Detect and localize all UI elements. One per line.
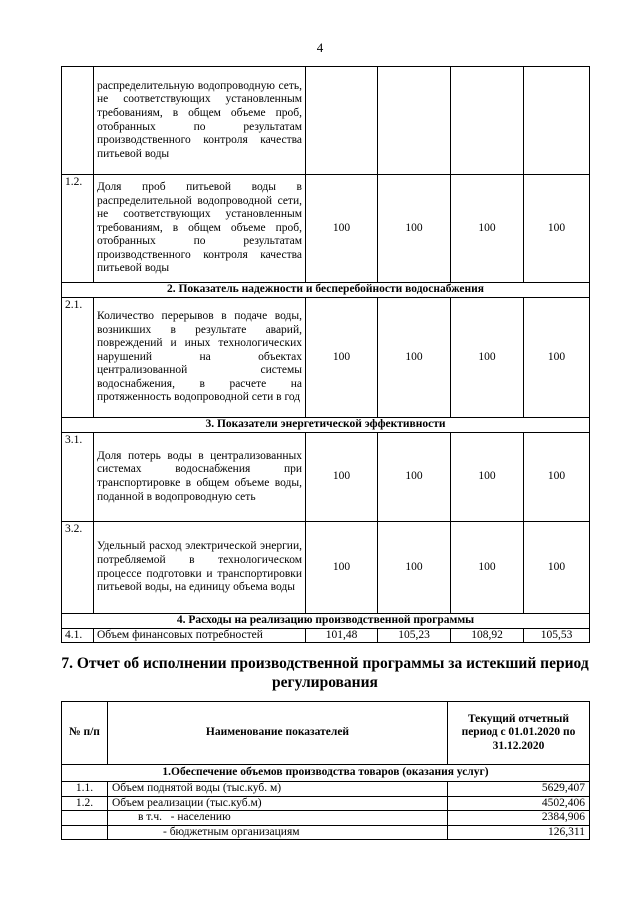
indicator-name: Доля потерь воды в централизованных системах водоснабжения при транспортировке в общем объеме воды, поданной в водопроводную сеть [94, 433, 306, 522]
value-cell: 100 [524, 433, 590, 522]
row-number: 3.1. [62, 433, 94, 522]
row-number: 1.2. [62, 175, 94, 283]
value-cell: 100 [524, 175, 590, 283]
value-cell: 105,53 [524, 629, 590, 643]
page-number: 4 [316, 40, 324, 55]
column-header-period: Текущий отчетный период с 01.01.2020 по 31.12.2020 [448, 702, 590, 765]
value-cell: 101,48 [306, 629, 378, 643]
row-number [62, 825, 108, 840]
section-title: 3. Показатели энергетической эффективности [62, 418, 590, 433]
value-cell: 100 [378, 433, 451, 522]
table-row [62, 782, 590, 797]
indicator-name: Доля проб питьевой воды в распределительной водопроводной сети, не соответствующих установленным требованиям, в общем объеме проб, отобранных по результатам производственного контроля качества питьевой воды [94, 175, 306, 283]
value-cell: 100 [524, 298, 590, 418]
value-cell: 100 [524, 522, 590, 614]
value-cell: 100 [378, 175, 451, 283]
value-cell: 100 [378, 522, 451, 614]
value-cell: 100 [451, 298, 524, 418]
value-cell: 100 [451, 522, 524, 614]
row-number [62, 811, 108, 826]
value-cell: 5629,407 [448, 782, 590, 797]
value-cell [451, 67, 524, 175]
section-row [62, 614, 590, 629]
value-cell: 105,23 [378, 629, 451, 643]
indicator-name: в т.ч. - населению [108, 811, 448, 826]
value-cell: 2384,906 [448, 811, 590, 826]
row-number: 1.2. [62, 796, 108, 811]
section-heading: 7. Отчет об исполнении производственной программы за истекший период регулирования [61, 655, 589, 691]
value-cell: 100 [451, 433, 524, 522]
value-cell: 100 [306, 298, 378, 418]
table-row [62, 796, 590, 811]
section-row [62, 283, 590, 298]
column-header-name: Наименование показателей [108, 702, 448, 765]
indicator-name: Количество перерывов в подаче воды, возникших в результате аварий, повреждений и иных технологических нарушений на объектах централизованной системы водоснабжения, в расчете на протяженность водопроводной сети в год [94, 298, 306, 418]
section-title: 1.Обеспечение объемов производства товаров (оказания услуг) [62, 765, 590, 782]
value-cell: 100 [306, 175, 378, 283]
value-cell: 126,311 [448, 825, 590, 840]
row-number: 2.1. [62, 298, 94, 418]
report-table [61, 701, 590, 840]
indicator-name: - бюджетным организациям [108, 825, 448, 840]
row-number: 3.2. [62, 522, 94, 614]
indicator-name: Объем реализации (тыс.куб.м) [108, 796, 448, 811]
table-row [62, 522, 590, 614]
value-cell [306, 67, 378, 175]
section-title: 2. Показатель надежности и бесперебойности водоснабжения [62, 283, 590, 298]
section-row [62, 765, 590, 782]
indicator-name: распределительную водопроводную сеть, не соответствующих установленным требованиям, в общем объеме проб, отобранных по результатам производственного контроля качества питьевой воды [94, 67, 306, 175]
value-cell: 108,92 [451, 629, 524, 643]
table-row [62, 298, 590, 418]
row-number: 1.1. [62, 782, 108, 797]
table-row [62, 629, 590, 643]
column-header-number: № п/п [62, 702, 108, 765]
value-cell: 100 [306, 522, 378, 614]
table-row [62, 811, 590, 826]
row-number: 4.1. [62, 629, 94, 643]
value-cell [378, 67, 451, 175]
value-cell: 100 [451, 175, 524, 283]
header-row [62, 702, 590, 765]
indicator-name: Объем поднятой воды (тыс.куб. м) [108, 782, 448, 797]
indicator-name: Удельный расход электрической энергии, потребляемой в технологическом процессе подготовки и транспортировки питьевой воды, на единицу объема воды [94, 522, 306, 614]
indicator-name: Объем финансовых потребностей [94, 629, 306, 643]
section-row [62, 418, 590, 433]
table-row [62, 825, 590, 840]
value-cell: 100 [378, 298, 451, 418]
indicators-table [61, 66, 590, 643]
row-number [62, 67, 94, 175]
value-cell: 100 [306, 433, 378, 522]
value-cell [524, 67, 590, 175]
table-row [62, 175, 590, 283]
value-cell: 4502,406 [448, 796, 590, 811]
table-row [62, 433, 590, 522]
table-row [62, 67, 590, 175]
section-title: 4. Расходы на реализацию производственной программы [62, 614, 590, 629]
